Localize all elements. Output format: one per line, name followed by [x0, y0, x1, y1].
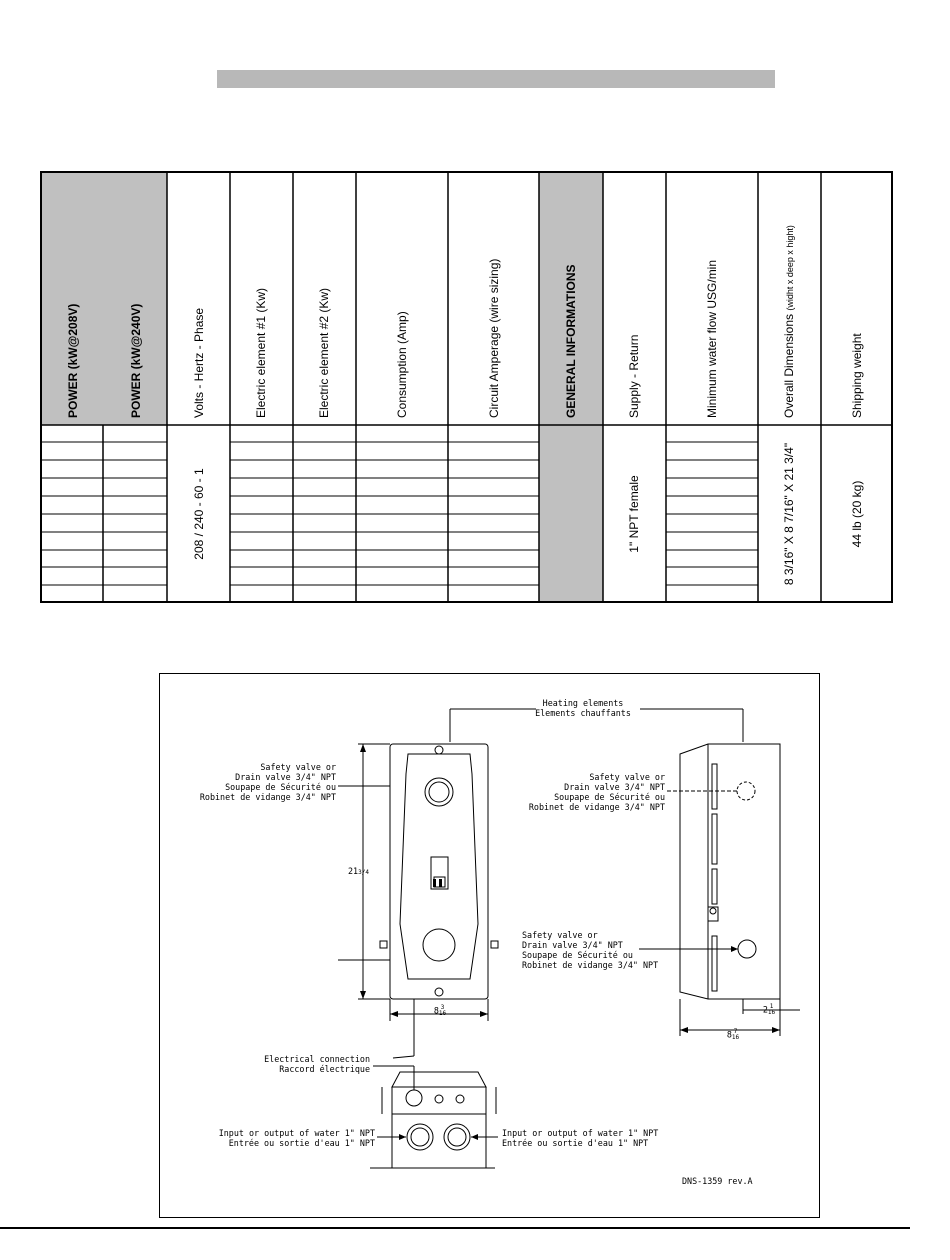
water-right-fr: Entrée ou sortie d'eau 1" NPT [502, 1138, 649, 1148]
side-lower-line1: Safety valve or [522, 930, 598, 940]
side-safety-valve-lower-label [522, 930, 658, 970]
header-power-208: POWER (kW@208V) [66, 303, 80, 418]
side-lower-line4: Robinet de vidange 3/4" NPT [522, 960, 659, 970]
header-circuit-amperage: Circuit Amperage (wire sizing) [487, 258, 501, 418]
water-left-label [160, 1128, 375, 1148]
side-upper-line2: Drain valve 3/4" NPT [564, 782, 665, 792]
heating-elements-label [528, 698, 638, 718]
value-overall-dimensions: 8 3/16" X 8 7/16" X 21 3/4" [782, 442, 796, 586]
header-element-2: Electric element #2 (Kw) [317, 287, 331, 418]
width-whole: 8 [433, 1005, 439, 1016]
side-lower-line2: Drain valve 3/4" NPT [522, 940, 623, 950]
water-left-en: Input or output of water 1" NPT [218, 1128, 375, 1138]
height-dimension [348, 866, 369, 878]
front-safety-valve-line1: Safety valve or [260, 762, 336, 772]
header-minimum-flow: Minimum water flow USG/min [705, 259, 719, 418]
value-volts: 208 / 240 - 60 - 1 [192, 468, 206, 560]
header-element-1: Electric element #1 (Kw) [254, 287, 268, 418]
side-upper-line4: Robinet de vidange 3/4" NPT [528, 802, 665, 812]
depth-frac-num: 7 [733, 1028, 738, 1035]
electrical-connection-fr: Raccord électrique [279, 1064, 370, 1074]
header-shipping-weight: Shipping weight [850, 333, 864, 418]
depth-frac-den: 16 [731, 1034, 740, 1041]
height-whole: 21 [348, 866, 359, 876]
water-left-fr: Entrée ou sortie d'eau 1" NPT [228, 1138, 375, 1148]
offset-frac-den: 16 [767, 1009, 776, 1016]
header-power-240: POWER (kW@240V) [129, 303, 143, 418]
specification-table [40, 171, 893, 603]
width-frac-den: 16 [438, 1010, 447, 1017]
width-frac-num: 3 [440, 1004, 445, 1011]
height-frac: 3/4 [358, 869, 369, 876]
footer-rule [0, 1227, 910, 1229]
water-right-label [502, 1128, 658, 1148]
front-safety-valve-label [160, 762, 336, 802]
front-safety-valve-line3: Soupape de Sécurité ou [225, 782, 336, 792]
dimensions-note: (widht x deep x hight) [785, 225, 795, 311]
water-right-en: Input or output of water 1" NPT [502, 1128, 659, 1138]
technical-drawing [159, 673, 820, 1218]
offset-dimension [754, 1004, 784, 1016]
front-safety-valve-line4: Robinet de vidange 3/4" NPT [199, 792, 336, 802]
depth-dimension [718, 1029, 748, 1041]
title-bar [217, 70, 775, 88]
header-consumption: Consumption (Amp) [395, 311, 409, 418]
electrical-connection-label [220, 1054, 370, 1074]
side-lower-line3: Soupape de Sécurité ou [522, 950, 633, 960]
value-supply-return: 1" NPT female [627, 475, 641, 553]
side-upper-line3: Soupape de Sécurité ou [554, 792, 665, 802]
width-dimension [425, 1005, 455, 1017]
value-shipping-weight: 44 lb (20 kg) [850, 480, 864, 548]
electrical-connection-en: Electrical connection [264, 1054, 370, 1064]
side-upper-line1: Safety valve or [589, 772, 665, 782]
depth-whole: 8 [726, 1029, 732, 1040]
header-supply-return: Supply - Return [627, 334, 641, 418]
dimensions-label: Overall Dimensions [782, 313, 796, 418]
heating-elements-fr: Elements chauffants [535, 708, 631, 718]
header-volts: Volts - Hertz - Phase [192, 307, 206, 418]
header-overall-dimensions [780, 178, 798, 418]
offset-whole: 2 [762, 1004, 768, 1015]
table-grid [40, 171, 893, 603]
heating-elements-en: Heating elements [542, 698, 624, 708]
front-safety-valve-line2: Drain valve 3/4" NPT [235, 772, 336, 782]
header-general-informations: GENERAL INFORMATIONS [564, 264, 578, 418]
offset-frac-num: 1 [769, 1003, 774, 1010]
side-safety-valve-upper-label [460, 772, 665, 812]
drawing-reference: DNS-1359 rev.A [682, 1176, 753, 1186]
